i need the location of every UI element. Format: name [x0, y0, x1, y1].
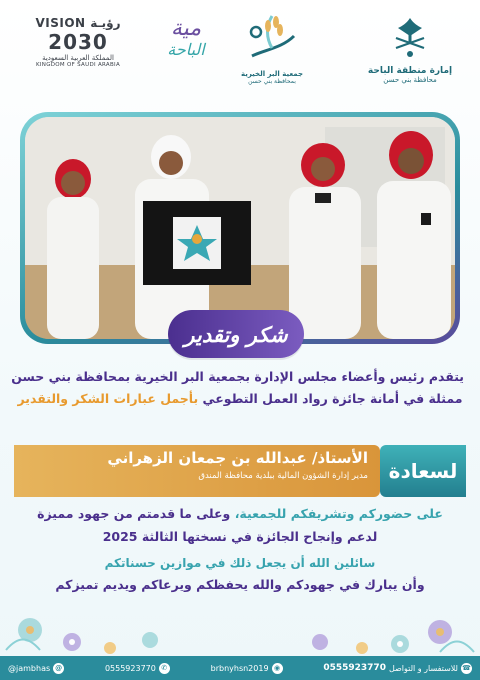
honoree-label: لسعادة	[380, 445, 466, 497]
vision-kingdom-ar: المملكة العربية السعودية	[42, 54, 114, 62]
intro-line-2a: ممثلة في أمانة جائزة رواد العمل التطوعي	[202, 391, 463, 406]
intro-text	[11, 366, 464, 410]
footer-phone-2-text[interactable]: 0555923770	[104, 663, 156, 673]
thanks-line-2: لدعم وإنجاح الجائزة في نسختها الثالثة 2025	[102, 529, 378, 544]
prayer-line-1: سائلين الله أن يجعل ذلك في موازين حسناتكم	[104, 556, 376, 570]
thanks-line-1b: وعلى ما قدمتم من جهود مميزة	[37, 506, 231, 521]
whatsapp-icon: ✆	[159, 663, 170, 674]
footer-contact-label: للاستفسار و التواصل	[388, 663, 458, 673]
snapchat-icon: ◉	[272, 663, 283, 674]
floral-border-decoration	[0, 590, 480, 658]
vision-label: VISION رؤيـة	[35, 16, 121, 30]
honoree-name: الأستاذ/ عبدالله بن جمعان الزهراني	[107, 449, 368, 467]
award-plaque	[143, 201, 251, 285]
honoree-title: مدير إدارة الشؤون المالية ببلدية محافظة المندق	[198, 471, 368, 481]
honoree-bar	[14, 445, 466, 497]
footer-handle-2	[8, 663, 64, 674]
ceremony-photo	[25, 117, 455, 339]
intro-line-2b: بأجمل عبارات الشكر والتقدير	[17, 391, 199, 406]
footer-bar	[0, 656, 480, 680]
baha-calligraphy-logo	[154, 18, 218, 59]
vision-year: 2030	[48, 30, 108, 54]
people-illustration	[25, 117, 455, 339]
phone-icon: ☎	[462, 664, 471, 672]
footer-handle-1	[211, 663, 283, 674]
intro-line-1: يتقدم رئيس وأعضاء مجلس الإدارة بجمعية البر الخيرية بمحافظة بني حسن	[11, 369, 464, 384]
thanks-text	[16, 502, 464, 548]
thanks-line-1a: على حضوركم وتشريفكم للجمعية،	[234, 506, 443, 521]
baha-logo-line2: الباحة	[167, 40, 205, 59]
gov-logo-subtitle: محافظة بني حسن	[383, 76, 437, 84]
birr-charity-logo	[224, 10, 320, 85]
baha-logo-line1: مية	[170, 16, 202, 41]
footer-phone-2	[105, 663, 170, 674]
thanks-badge: شكر وتقدير	[168, 310, 304, 358]
vision-kingdom-en: KINGDOM OF SAUDI ARABIA	[35, 62, 121, 68]
social-icons: @	[55, 664, 63, 672]
footer-handle-2-text[interactable]: @jambhas	[8, 663, 51, 673]
footer-contact-phone[interactable]: 0555923770	[323, 663, 386, 673]
intro-line-2	[16, 388, 464, 410]
prayer-line-2: وأن يبارك في جهودكم والله يحفظكم ويرعاكم ويديم تميزكم	[55, 577, 425, 592]
honoree-name-box	[14, 445, 380, 497]
baha-emirate-logo	[362, 14, 458, 84]
header-logos	[0, 0, 480, 108]
vision-2030-logo	[26, 16, 130, 68]
footer-contact	[323, 663, 472, 674]
thanks-line-1	[16, 502, 464, 525]
birr-logo-subtitle: بمحافظة بني حسن	[248, 78, 296, 85]
gov-logo-title: إمارة منطقة الباحة	[367, 66, 453, 76]
footer-handle-1-text[interactable]: brbnyhsn2019	[210, 663, 269, 673]
saudi-emblem-icon	[388, 14, 432, 60]
wheat-leaf-icon	[242, 10, 302, 66]
birr-logo-title: جمعية البر الخيرية	[240, 70, 304, 78]
